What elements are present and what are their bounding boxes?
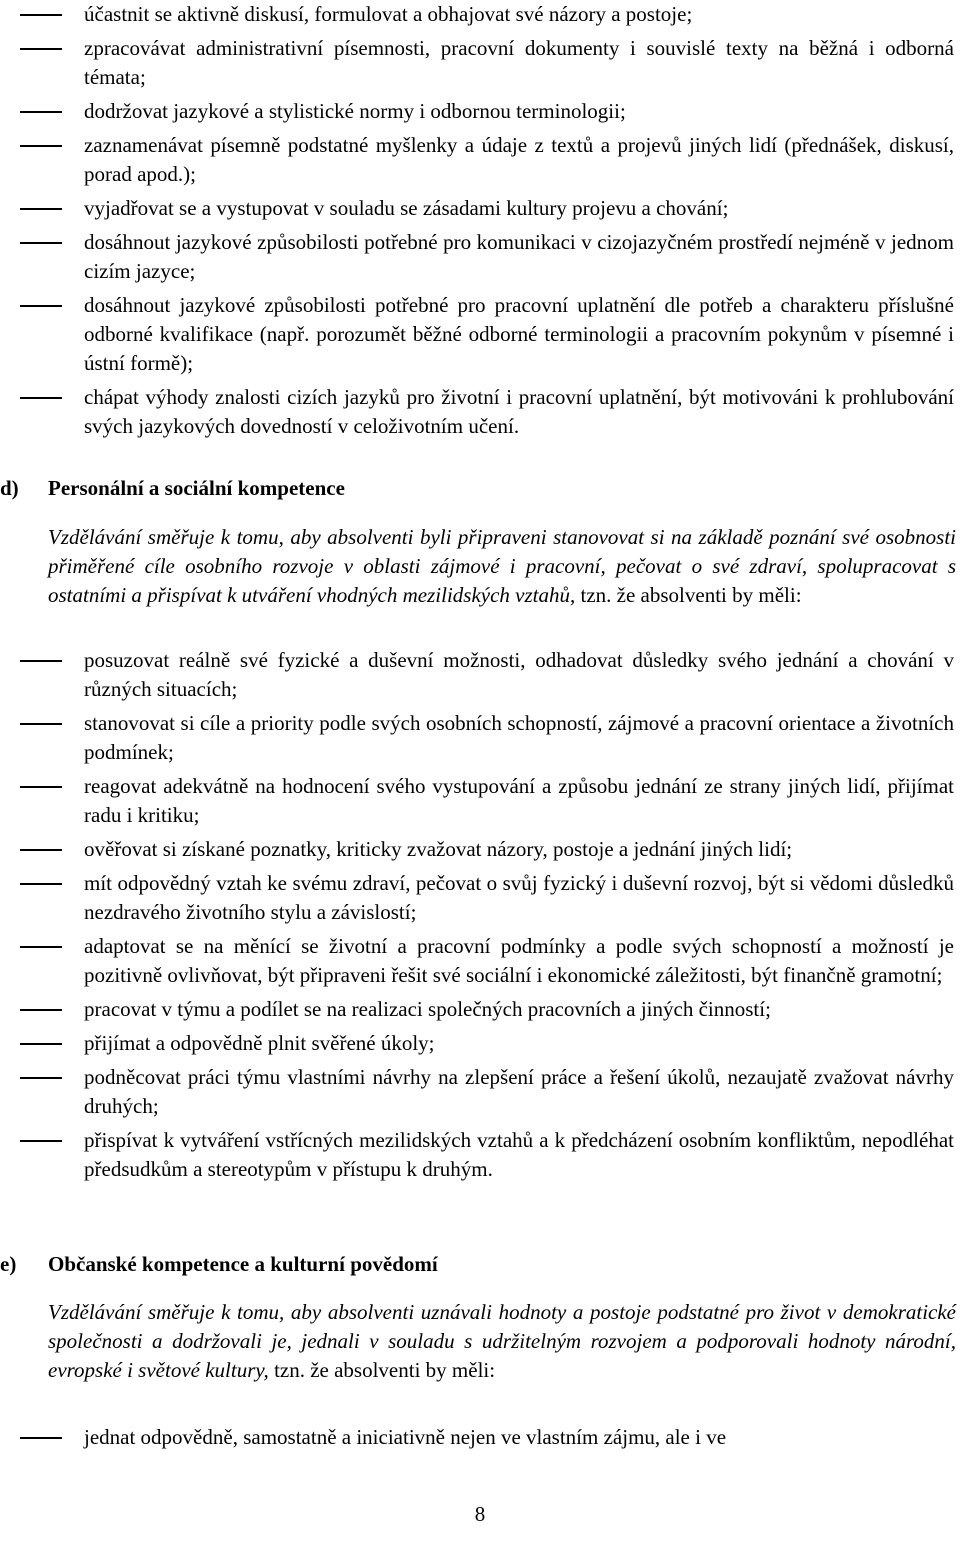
dash-bullet bbox=[20, 849, 62, 851]
list-item bbox=[0, 291, 960, 378]
list-item bbox=[0, 97, 960, 126]
dash-bullet bbox=[20, 1437, 62, 1439]
section-title: Občanské kompetence a kulturní povědomí bbox=[48, 1252, 438, 1276]
list-item bbox=[0, 835, 960, 864]
section-heading-d bbox=[0, 474, 345, 503]
dash-bullet bbox=[20, 208, 62, 210]
list-item bbox=[0, 0, 960, 29]
intro-plain-text: tzn. že absolventi by měli: bbox=[268, 1358, 496, 1382]
list-item bbox=[0, 228, 960, 286]
list-item-text: přijímat a odpovědně plnit svěřené úkoly; bbox=[84, 1031, 435, 1055]
intro-italic-text: Vzdělávání směřuje k tomu, aby absolventi uznávali hodnoty a postoje podstatné pro život v demokratické společnosti a dodržovali je, jednali v souladu s udržitelným rozvojem a podporovali hodnoty národní, evropské i světové kultury, bbox=[48, 1300, 956, 1382]
list-item bbox=[0, 1126, 960, 1184]
list-item-text: mít odpovědný vztah ke svému zdraví, pečovat o svůj fyzický i duševní rozvoj, být si vědomi důsledků nezdravého životního stylu a závislostí; bbox=[84, 871, 954, 924]
list-item bbox=[0, 1029, 960, 1058]
list-item bbox=[0, 34, 960, 92]
list-item-text: dosáhnout jazykové způsobilosti potřebné pro pracovní uplatnění dle potřeb a charakteru příslušné odborné kvalifikace (např. porozumět běžné odborné terminologii a pracovním pokynům v písemné i ústní formě); bbox=[84, 293, 954, 375]
list-item-text: zpracovávat administrativní písemnosti, pracovní dokumenty i souvislé texty na běžná i odborná témata; bbox=[84, 36, 954, 89]
dash-bullet bbox=[20, 111, 62, 113]
dash-bullet bbox=[20, 145, 62, 147]
list-item-text: reagovat adekvátně na hodnocení svého vystupování a způsobu jednání ze strany jiných lidí, přijímat radu i kritiku; bbox=[84, 774, 954, 827]
dash-bullet bbox=[20, 1043, 62, 1045]
list-item bbox=[0, 646, 960, 704]
list-item bbox=[0, 869, 960, 927]
competence-list-e bbox=[0, 1423, 960, 1457]
dash-bullet bbox=[20, 723, 62, 725]
list-item-text: stanovovat si cíle a priority podle svých osobních schopností, zájmové a pracovní orientace a životních podmínek; bbox=[84, 711, 954, 764]
list-item bbox=[0, 1423, 960, 1452]
list-item-text: podněcovat práci týmu vlastními návrhy na zlepšení práce a řešení úkolů, nezaujatě zvažovat návrhy druhých; bbox=[84, 1065, 954, 1118]
intro-plain-text: tzn. že absolventi by měli: bbox=[575, 583, 802, 607]
dash-bullet bbox=[20, 397, 62, 399]
intro-italic-text: Vzdělávání směřuje k tomu, aby absolventi byli připraveni stanovovat si na základě poznání své osobnosti přiměřené cíle osobního rozvoje v oblasti zájmové i pracovní, pečovat o své zdraví, spolupracovat s ostatními a přispívat k utváření vhodných mezilidských vztahů, bbox=[48, 525, 956, 607]
section-intro-d bbox=[48, 523, 956, 610]
list-item-text: vyjadřovat se a vystupovat v souladu se zásadami kultury projevu a chování; bbox=[84, 196, 729, 220]
list-item-text: zaznamenávat písemně podstatné myšlenky a údaje z textů a projevů jiných lidí (přednášek, diskusí, porad apod.); bbox=[84, 133, 954, 186]
dash-bullet bbox=[20, 1140, 62, 1142]
list-item-text: přispívat k vytváření vstřícných mezilidských vztahů a k předcházení osobním konfliktům, nepodléhat předsudkům a stereotypům v přístupu k druhým. bbox=[84, 1128, 954, 1181]
list-item-text: dodržovat jazykové a stylistické normy i odbornou terminologii; bbox=[84, 99, 626, 123]
list-item-text: pracovat v týmu a podílet se na realizaci společných pracovních a jiných činností; bbox=[84, 997, 771, 1021]
list-item-text: účastnit se aktivně diskusí, formulovat a obhajovat své názory a postoje; bbox=[84, 2, 693, 26]
list-item bbox=[0, 995, 960, 1024]
list-item-text: ověřovat si získané poznatky, kriticky zvažovat názory, postoje a jednání jiných lidí; bbox=[84, 837, 793, 861]
list-item-text: adaptovat se na měnící se životní a pracovní podmínky a podle svých schopností a možností je pozitivně ovlivňovat, být připraveni řešit své sociální i ekonomické záležitosti, být finančně gramotní; bbox=[84, 934, 954, 987]
dash-bullet bbox=[20, 660, 62, 662]
section-letter: d) bbox=[0, 476, 19, 500]
list-item-text: jednat odpovědně, samostatně a iniciativně nejen ve vlastním zájmu, ale i ve bbox=[84, 1425, 727, 1449]
list-item bbox=[0, 772, 960, 830]
list-item bbox=[0, 1063, 960, 1121]
section-letter: e) bbox=[0, 1252, 17, 1276]
dash-bullet bbox=[20, 305, 62, 307]
competence-list-top bbox=[0, 0, 960, 446]
list-item-text: dosáhnout jazykové způsobilosti potřebné pro komunikaci v cizojazyčném prostředí nejméně v jednom cizím jazyce; bbox=[84, 230, 954, 283]
list-item bbox=[0, 709, 960, 767]
dash-bullet bbox=[20, 883, 62, 885]
section-title: Personální a sociální kompetence bbox=[48, 476, 345, 500]
list-item-text: posuzovat reálně své fyzické a duševní možnosti, odhadovat důsledky svého jednání a chování v různých situacích; bbox=[84, 648, 954, 701]
dash-bullet bbox=[20, 242, 62, 244]
dash-bullet bbox=[20, 48, 62, 50]
list-item bbox=[0, 383, 960, 441]
page-number: 8 bbox=[474, 1502, 486, 1526]
dash-bullet bbox=[20, 1077, 62, 1079]
section-heading-e bbox=[0, 1250, 438, 1279]
dash-bullet bbox=[20, 946, 62, 948]
dash-bullet bbox=[20, 786, 62, 788]
list-item-text: chápat výhody znalosti cizích jazyků pro životní i pracovní uplatnění, být motivováni k prohlubování svých jazykových dovedností v celoživotním učení. bbox=[84, 385, 954, 438]
list-item bbox=[0, 194, 960, 223]
list-item bbox=[0, 131, 960, 189]
section-intro-e bbox=[48, 1298, 956, 1385]
dash-bullet bbox=[20, 14, 62, 16]
dash-bullet bbox=[20, 1009, 62, 1011]
list-item bbox=[0, 932, 960, 990]
competence-list-d bbox=[0, 646, 960, 1189]
